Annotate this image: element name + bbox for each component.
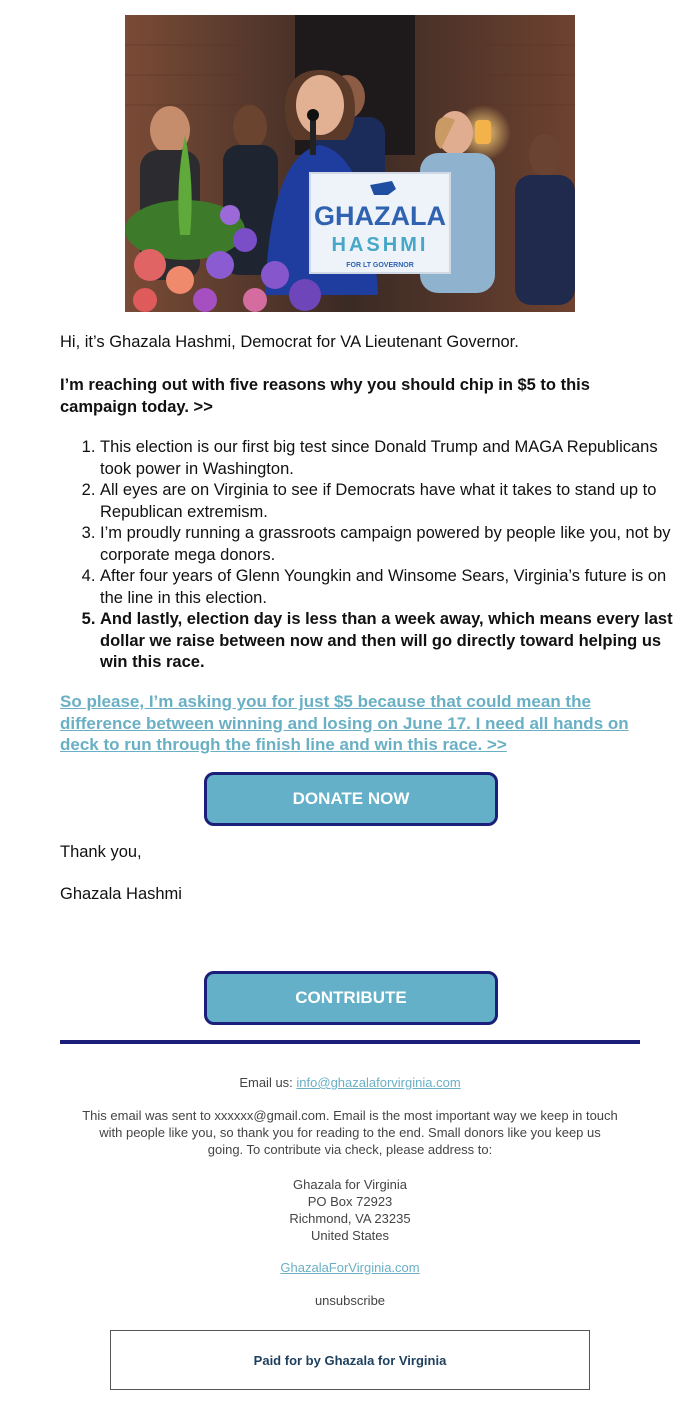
list-item: 5. And lastly, election day is less than a week away, which means every last dollar we raise between now and then will go directly toward helping us win this race. (100, 609, 685, 674)
footer-notice: This email was sent to xxxxxx@gmail.com. Email is the most important way we keep in touch with people like you, so thank you for reading to the end. Small donors like you keep us going. To contribute via check, please address to: (82, 1108, 618, 1157)
donate-now-button[interactable]: DONATE NOW (204, 772, 498, 826)
list-item: 3. I’m proudly running a grassroots campaign powered by people like you, not by corporate mega donors. (100, 523, 685, 566)
website-line (80, 1259, 620, 1276)
address-line: PO Box 72923 (307, 1194, 393, 1209)
unsubscribe-link[interactable]: unsubscribe (314, 1293, 386, 1308)
contribute-button[interactable]: CONTRIBUTE (204, 971, 498, 1025)
lead-text: I’m reaching out with five reasons why you should chip in $5 to this campaign today. >> (60, 376, 590, 416)
footer-email-line (80, 1074, 620, 1091)
thanks-text: Thank you, (60, 843, 142, 861)
paid-for-disclaimer: Paid for by Ghazala for Virginia (110, 1330, 590, 1390)
mailing-address (80, 1176, 620, 1244)
address-line: Ghazala for Virginia (293, 1177, 407, 1192)
hero-photo (125, 15, 575, 312)
email-link[interactable]: info@ghazalaforvirginia.com (296, 1075, 461, 1090)
address-line: United States (310, 1228, 390, 1243)
sign-text-lt-governor: FOR LT GOVERNOR (346, 262, 414, 269)
address-line: Richmond, VA 23235 (289, 1211, 411, 1226)
list-item: 4. After four years of Glenn Youngkin and Winsome Sears, Virginia’s future is on the line in this election. (100, 566, 685, 609)
donate-ask-link[interactable]: So please, I’m asking you for just $5 because that could mean the difference between winning and losing on June 17. I need all hands on deck to run through the finish line and win this race. >> (60, 692, 629, 754)
intro-text: Hi, it’s Ghazala Hashmi, Democrat for VA Lieutenant Governor. (60, 333, 519, 351)
list-item: 1. This election is our first big test since Donald Trump and MAGA Republicans took power in Washington. (100, 437, 685, 480)
sign-text-ghazala: GHAZALA (314, 201, 446, 231)
list-item: 2. All eyes are on Virginia to see if Democrats have what it takes to stand up to Republican extremism. (100, 480, 685, 523)
sign-text-hashmi: HASHMI (331, 234, 429, 256)
reasons-list (60, 437, 685, 674)
divider (60, 1040, 640, 1044)
website-link[interactable]: GhazalaForVirginia.com (280, 1260, 420, 1275)
email-prefix: Email us: (239, 1075, 293, 1090)
signature: Ghazala Hashmi (60, 885, 182, 903)
